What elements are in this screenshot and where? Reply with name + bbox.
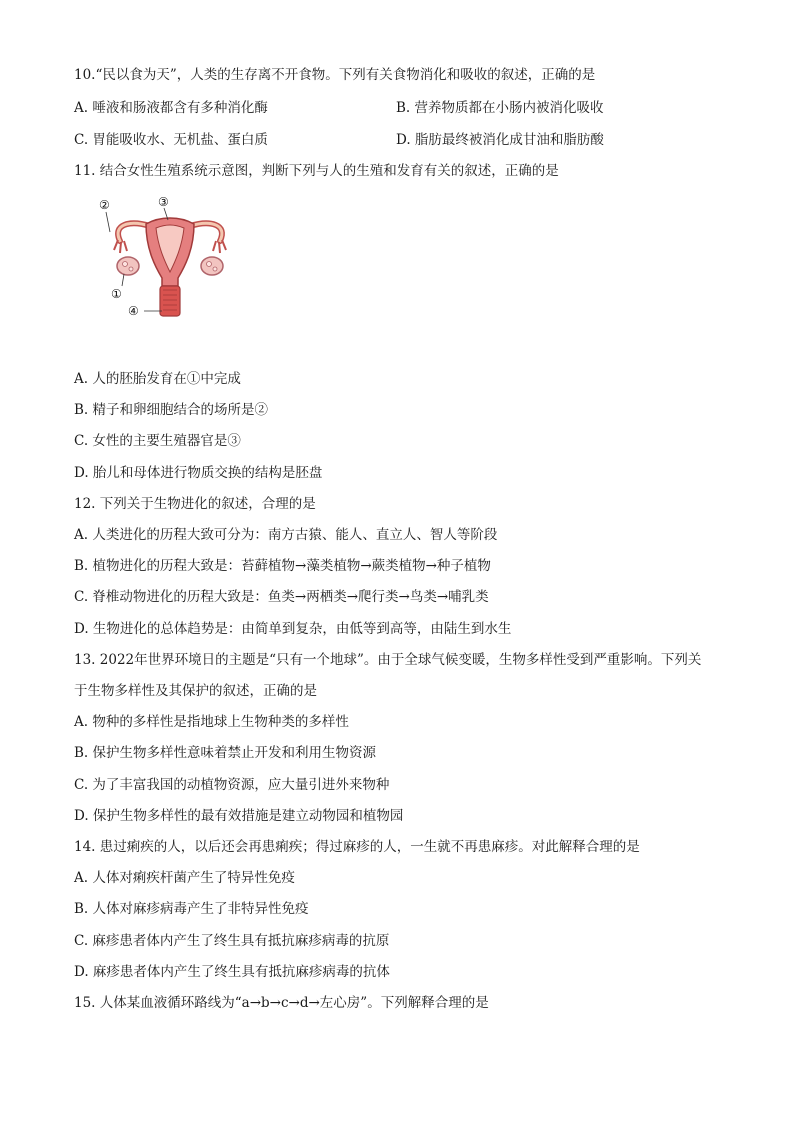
q14-option-c: C. 麻疹患者体内产生了终生具有抵抗麻疹病毒的抗原 [74,933,390,949]
q13-stem-line2: 于生物多样性及其保护的叙述，正确的是 [74,683,317,699]
vagina [160,286,180,316]
q12-option-a: A. 人类进化的历程大致可分为：南方古猿、能人、直立人、智人等阶段 [74,527,498,543]
q10-option-a: A. 唾液和肠液都含有多种消化酶 [74,100,268,116]
left-ovary [117,257,139,275]
q12-option-c: C. 脊椎动物进化的历程大致是：鱼类→两栖类→爬行类→鸟类→哺乳类 [74,589,489,605]
q10-option-d: D. 脂肪最终被消化成甘油和脂肪酸 [396,132,604,148]
q11-option-b: B. 精子和卵细胞结合的场所是② [74,402,269,418]
q11-option-c: C. 女性的主要生殖器官是③ [74,433,241,449]
q14-option-a: A. 人体对痢疾杆菌产生了特异性免疫 [74,870,295,886]
right-ovary [201,257,223,275]
label-1: ① [111,287,122,301]
q15-stem: 15. 人体某血液循环路线为“a→b→c→d→左心房”。下列解释合理的是 [74,995,489,1011]
q14-stem: 14. 患过痢疾的人，以后还会再患痢疾；得过麻疹的人，一生就不再患麻疹。对此解释合理的是 [74,839,640,855]
q10-option-c: C. 胃能吸收水、无机盐、蛋白质 [74,132,268,148]
q14-option-d: D. 麻疹患者体内产生了终生具有抵抗麻疹病毒的抗体 [74,964,390,980]
q11-option-a: A. 人的胚胎发育在①中完成 [74,371,241,387]
q13-option-c: C. 为了丰富我国的动植物资源，应大量引进外来物种 [74,777,390,793]
label-3: ③ [158,195,169,209]
q11-option-d: D. 胎儿和母体进行物质交换的结构是胚盘 [74,465,323,481]
q11-stem: 11. 结合女性生殖系统示意图，判断下列与人的生殖和发育有关的叙述，正确的是 [74,163,559,179]
q14-option-b: B. 人体对麻疹病毒产生了非特异性免疫 [74,901,309,917]
label-4: ④ [128,304,139,318]
q12-option-b: B. 植物进化的历程大致是：苔藓植物→藻类植物→蕨类植物→种子植物 [74,558,491,574]
q12-stem: 12. 下列关于生物进化的叙述，合理的是 [74,496,316,512]
q10-stem: 10.“民以食为天”，人类的生存离不开食物。下列有关食物消化和吸收的叙述，正确的是 [74,67,596,83]
label-2: ② [99,198,110,212]
female-reproductive-system-diagram [90,194,250,324]
q13-option-a: A. 物种的多样性是指地球上生物种类的多样性 [74,714,349,730]
q13-stem-line1: 13. 2022年世界环境日的主题是“只有一个地球”。由于全球气候变暖，生物多样性受到严重影响。下列关 [74,652,702,668]
q13-option-d: D. 保护生物多样性的最有效措施是建立动物园和植物园 [74,808,404,824]
q10-option-b: B. 营养物质都在小肠内被消化吸收 [396,100,604,116]
q13-option-b: B. 保护生物多样性意味着禁止开发和利用生物资源 [74,745,377,761]
q12-option-d: D. 生物进化的总体趋势是：由简单到复杂，由低等到高等，由陆生到水生 [74,621,512,637]
